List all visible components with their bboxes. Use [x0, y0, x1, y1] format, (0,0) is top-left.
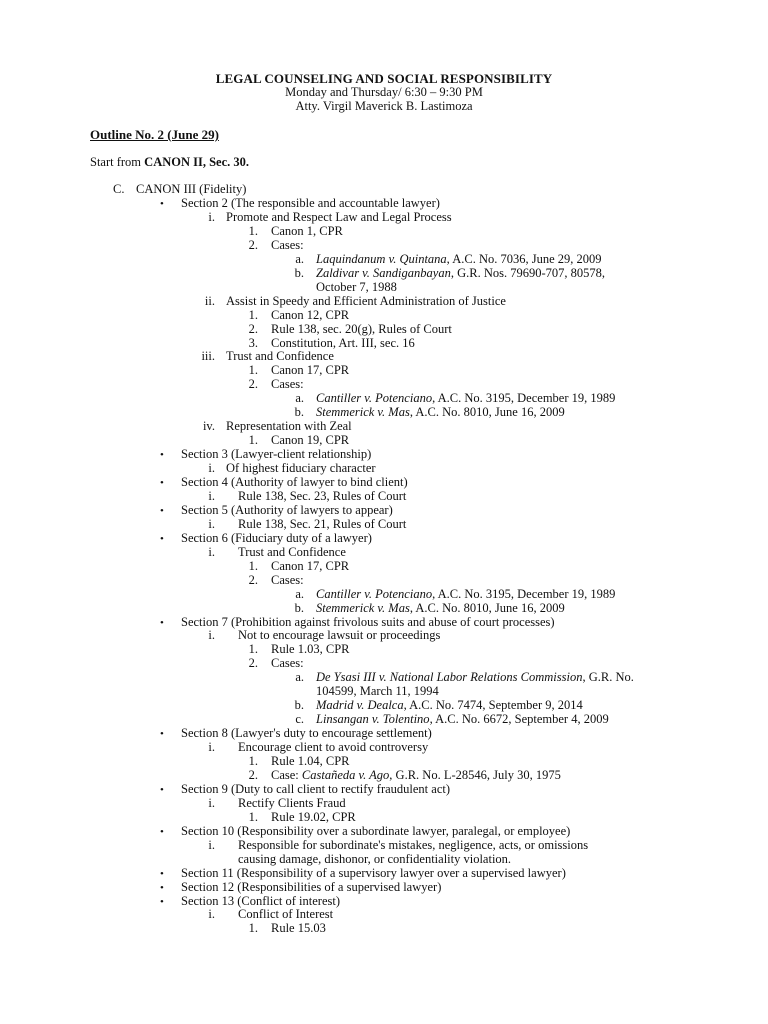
- list-marker: a.: [295, 670, 304, 684]
- line-text: Section 10 (Responsibility over a subordinate lawyer, paralegal, or employee): [181, 824, 571, 838]
- outline-line: [316, 253, 602, 266]
- list-marker: i.: [208, 796, 215, 810]
- outline-line: [181, 476, 408, 489]
- outline-line: [316, 267, 605, 280]
- outline-line: [316, 392, 615, 405]
- bullet-marker: •: [160, 198, 164, 210]
- line-text: Trust and Confidence: [226, 349, 334, 363]
- outline-line: [271, 769, 561, 782]
- line-text: Cases:: [271, 573, 304, 587]
- bullet-marker: •: [160, 896, 164, 908]
- line-text: Rule 138, Sec. 21, Rules of Court: [238, 517, 407, 531]
- list-marker: i.: [208, 628, 215, 642]
- list-marker: 1.: [248, 754, 258, 768]
- list-marker: 2.: [248, 768, 258, 782]
- list-marker: 2.: [248, 656, 258, 670]
- bullet-marker: •: [160, 826, 164, 838]
- line-text: Section 5 (Authority of lawyers to appear): [181, 503, 393, 517]
- list-marker: i.: [208, 545, 215, 559]
- list-marker: 1.: [248, 433, 258, 447]
- case-name: De Ysasi III v. National Labor Relations Commission: [316, 670, 583, 684]
- bullet-marker: •: [160, 728, 164, 740]
- line-text: Promote and Respect Law and Legal Process: [226, 210, 452, 224]
- line-text: , A.C. No. 7036, June 29, 2009: [446, 252, 602, 266]
- list-marker: c.: [295, 712, 304, 726]
- bullet-marker: •: [160, 449, 164, 461]
- outline-line: [271, 811, 356, 824]
- line-text: Of highest fiduciary character: [226, 461, 376, 475]
- line-text: Case:: [271, 768, 302, 782]
- outline-line: [271, 755, 350, 768]
- outline-line: [238, 629, 440, 642]
- line-text: Section 7 (Prohibition against frivolous suits and abuse of court processes): [181, 615, 555, 629]
- bullet-marker: •: [160, 617, 164, 629]
- bullet-marker: •: [160, 505, 164, 517]
- line-text: , A.C. No. 7474, September 9, 2014: [403, 698, 583, 712]
- case-name: Laquindanum v. Quintana: [316, 252, 447, 266]
- outline-line: [226, 295, 506, 308]
- outline-line: [316, 699, 583, 712]
- line-text: , G.R. Nos. 79690-707, 80578,: [450, 266, 605, 280]
- list-marker: i.: [208, 907, 215, 921]
- line-text: Rectify Clients Fraud: [238, 796, 346, 810]
- line-text: causing damage, dishonor, or confidentiality violation.: [238, 852, 512, 866]
- outline-line: [181, 532, 372, 545]
- list-marker: 3.: [248, 336, 258, 350]
- canon-marker: C.: [113, 182, 125, 196]
- instructor-line: Atty. Virgil Maverick B. Lastimoza: [295, 99, 473, 113]
- line-text: , A.C. No. 6672, September 4, 2009: [429, 712, 609, 726]
- list-marker: b.: [294, 601, 304, 615]
- outline-line: [271, 309, 349, 322]
- line-text: Trust and Confidence: [238, 545, 346, 559]
- line-text: Rule 138, Sec. 23, Rules of Court: [238, 489, 407, 503]
- list-marker: a.: [295, 252, 304, 266]
- case-name: Linsangan v. Tolentino: [316, 712, 430, 726]
- outline-line: [316, 713, 609, 726]
- line-text: Canon 1, CPR: [271, 224, 343, 238]
- case-name: Stemmerick v. Mas: [316, 601, 410, 615]
- list-marker: b.: [294, 698, 304, 712]
- list-marker: 1.: [248, 308, 258, 322]
- line-text: October 7, 1988: [316, 280, 397, 294]
- case-name: Zaldivar v. Sandiganbayan: [316, 266, 451, 280]
- list-marker: a.: [295, 391, 304, 405]
- outline-heading: Outline No. 2 (June 29): [90, 127, 219, 142]
- line-text: Rule 19.02, CPR: [271, 810, 356, 824]
- outline-line: [238, 797, 346, 810]
- case-name: Madrid v. Dealca: [316, 698, 404, 712]
- line-text: Rule 15.03: [271, 921, 326, 935]
- outline-line: [226, 211, 452, 224]
- list-marker: 2.: [248, 322, 258, 336]
- outline-line: [271, 323, 452, 336]
- line-text: Not to encourage lawsuit or proceedings: [238, 628, 441, 642]
- list-marker: i.: [208, 210, 215, 224]
- list-marker: b.: [294, 405, 304, 419]
- list-marker: 2.: [248, 238, 258, 252]
- line-text: , G.R. No.: [582, 670, 634, 684]
- outline-line: [316, 671, 634, 684]
- line-text: Canon 17, CPR: [271, 363, 350, 377]
- line-text: Section 9 (Duty to call client to rectify fraudulent act): [181, 782, 451, 796]
- list-marker: b.: [294, 266, 304, 280]
- outline-line: [271, 434, 349, 447]
- bullet-marker: •: [160, 477, 164, 489]
- outline-line: [181, 825, 570, 838]
- line-text: Encourage client to avoid controversy: [238, 740, 429, 754]
- outline-line: [181, 867, 566, 880]
- outline-line: [238, 853, 511, 866]
- line-text: Canon 19, CPR: [271, 433, 350, 447]
- outline-line: [181, 504, 393, 517]
- line-text: , A.C. No. 3195, December 19, 1989: [432, 391, 616, 405]
- line-text: , A.C. No. 3195, December 19, 1989: [432, 587, 616, 601]
- outline-line: [316, 281, 397, 294]
- outline-line: [316, 406, 565, 419]
- outline-line: [271, 643, 350, 656]
- line-text: Section 2 (The responsible and accountable lawyer): [181, 196, 440, 210]
- case-name: Cantiller v. Potenciano: [316, 587, 433, 601]
- line-text: , A.C. No. 8010, June 16, 2009: [409, 405, 565, 419]
- list-marker: i.: [208, 740, 215, 754]
- outline-line: [181, 783, 450, 796]
- line-text: Canon 12, CPR: [271, 308, 350, 322]
- bullet-marker: •: [160, 533, 164, 545]
- bullet-marker: •: [160, 868, 164, 880]
- outline-line: [181, 197, 440, 210]
- list-marker: i.: [208, 838, 215, 852]
- start-from-line: [90, 156, 249, 169]
- outline-line: [271, 657, 304, 670]
- line-text: Constitution, Art. III, sec. 16: [271, 336, 415, 350]
- outline-line: [181, 727, 432, 740]
- outline-line: [271, 560, 349, 573]
- line-text: Section 6 (Fiduciary duty of a lawyer): [181, 531, 372, 545]
- list-marker: i.: [208, 461, 215, 475]
- line-text: 104599, March 11, 1994: [316, 684, 439, 698]
- outline-line: [316, 602, 565, 615]
- bullet-marker: •: [160, 784, 164, 796]
- line-text: Section 3 (Lawyer-client relationship): [181, 447, 372, 461]
- line-text: Rule 138, sec. 20(g), Rules of Court: [271, 322, 452, 336]
- outline-line: [181, 448, 371, 461]
- list-marker: 1.: [248, 921, 258, 935]
- line-text: , G.R. No. L-28546, July 30, 1975: [389, 768, 561, 782]
- outline-line: [238, 518, 406, 531]
- line-text: Canon 17, CPR: [271, 559, 350, 573]
- line-text: , A.C. No. 8010, June 16, 2009: [409, 601, 565, 615]
- outline-line: [238, 908, 333, 921]
- list-marker: 1.: [248, 642, 258, 656]
- list-marker: iv.: [202, 419, 215, 433]
- line-text: Responsible for subordinate's mistakes, negligence, acts, or omissions: [238, 838, 589, 852]
- line-text: Section 11 (Responsibility of a supervisory lawyer over a supervised lawyer): [181, 866, 566, 880]
- outline-line: [238, 741, 428, 754]
- list-marker: 1.: [248, 363, 258, 377]
- outline-line: [226, 420, 352, 433]
- list-marker: 1.: [248, 810, 258, 824]
- outline-line: [238, 546, 346, 559]
- outline-line: [271, 378, 304, 391]
- list-marker: a.: [295, 587, 304, 601]
- case-name: Castañeda v. Ago: [301, 768, 390, 782]
- line-text: Representation with Zeal: [226, 419, 352, 433]
- list-marker: i.: [208, 517, 215, 531]
- line-text: Rule 1.03, CPR: [271, 642, 350, 656]
- outline-line: [181, 881, 441, 894]
- case-name: Stemmerick v. Mas: [316, 405, 410, 419]
- list-marker: 1.: [248, 559, 258, 573]
- outline-line: [271, 364, 349, 377]
- line-text: Conflict of Interest: [238, 907, 334, 921]
- line-text: Section 12 (Responsibilities of a supervised lawyer): [181, 880, 442, 894]
- list-marker: 2.: [248, 377, 258, 391]
- line-text: Section 4 (Authority of lawyer to bind client): [181, 475, 408, 489]
- outline-line: [226, 350, 334, 363]
- outline-line: [226, 462, 376, 475]
- line-text: Cases:: [271, 238, 304, 252]
- line-text: Rule 1.04, CPR: [271, 754, 350, 768]
- outline-line: [271, 239, 304, 252]
- bullet-marker: •: [160, 882, 164, 894]
- outline-line: [238, 839, 588, 852]
- outline-line: [271, 922, 326, 935]
- canon-title: CANON III (Fidelity): [136, 182, 247, 196]
- line-text: Section 13 (Conflict of interest): [181, 894, 340, 908]
- outline-line: [316, 685, 439, 698]
- document-title: LEGAL COUNSELING AND SOCIAL RESPONSIBILITY: [215, 71, 553, 86]
- list-marker: ii.: [204, 294, 215, 308]
- list-marker: iii.: [201, 349, 215, 363]
- line-text: Section 8 (Lawyer's duty to encourage settlement): [181, 726, 432, 740]
- outline-line: [238, 490, 406, 503]
- start-prefix: Start from: [90, 155, 145, 169]
- outline-line: [316, 588, 615, 601]
- start-canon: CANON II, Sec. 30.: [144, 155, 250, 169]
- outline-line: [271, 225, 343, 238]
- case-name: Cantiller v. Potenciano: [316, 391, 433, 405]
- outline-line: [271, 574, 304, 587]
- line-text: Cases:: [271, 377, 304, 391]
- list-marker: 1.: [248, 224, 258, 238]
- list-marker: 2.: [248, 573, 258, 587]
- schedule-line: Monday and Thursday/ 6:30 – 9:30 PM: [285, 85, 483, 99]
- line-text: Cases:: [271, 656, 304, 670]
- list-marker: i.: [208, 489, 215, 503]
- line-text: Assist in Speedy and Efficient Administration of Justice: [226, 294, 506, 308]
